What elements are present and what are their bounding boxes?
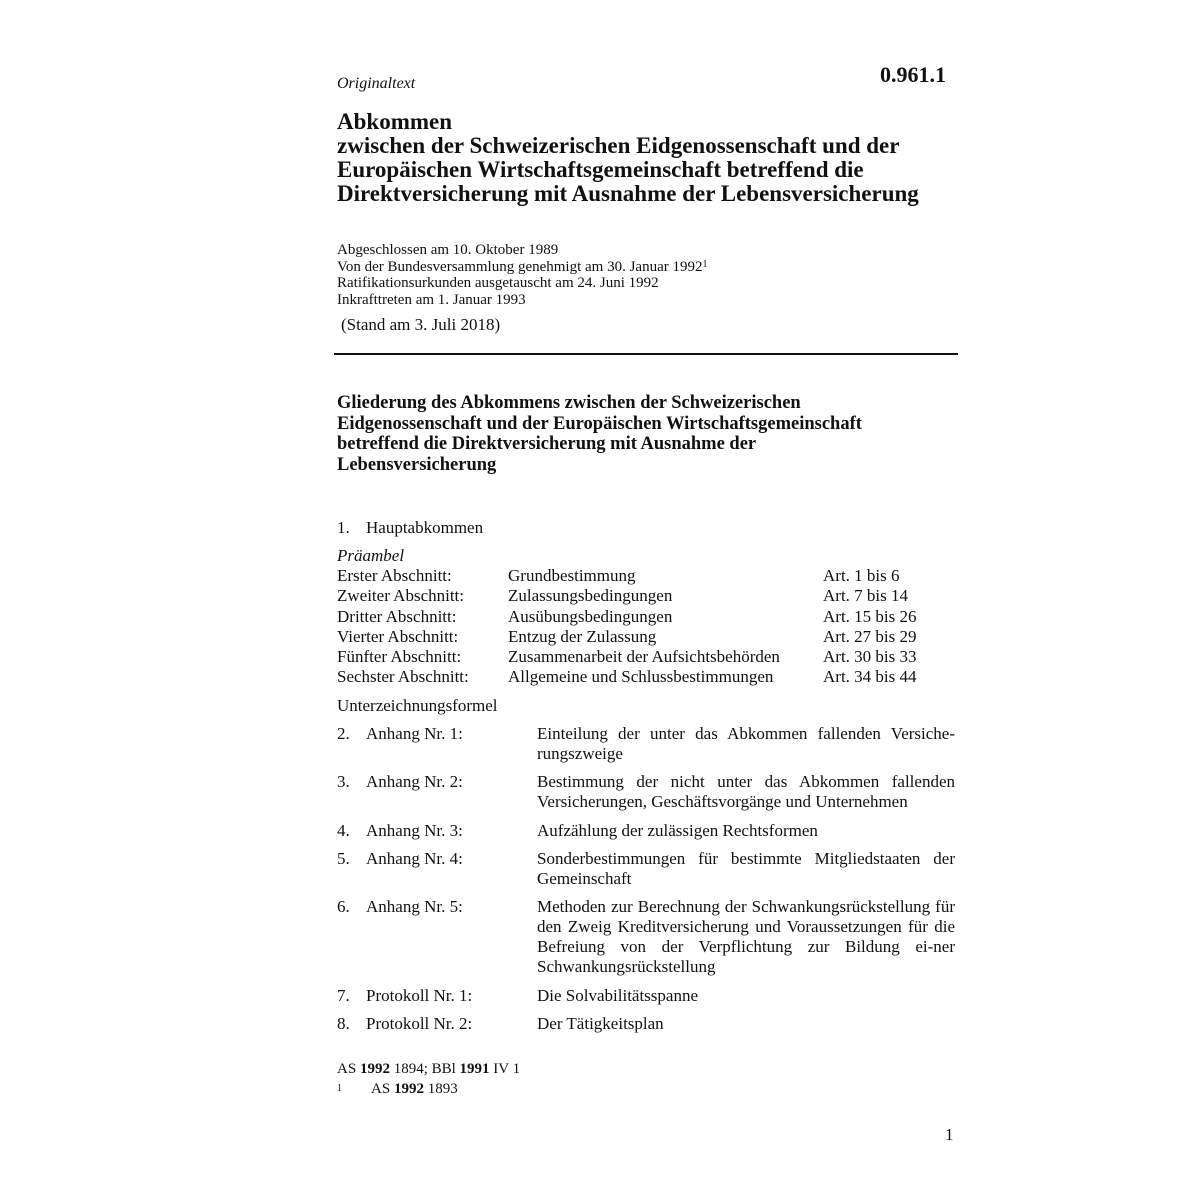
toc-heading-line: Gliederung des Abkommens zwischen der Schweizerischen xyxy=(337,393,801,413)
annex-description: Sonderbestimmungen für bestimmte Mitgliedstaaten der Gemeinschaft xyxy=(537,849,955,888)
item-number: 2. xyxy=(337,724,350,743)
annex-label: Protokoll Nr. 1: xyxy=(366,986,473,1005)
document-title xyxy=(337,110,977,206)
footnotes xyxy=(337,1059,520,1099)
toc-praeambel[interactable]: Präambel xyxy=(337,546,405,565)
section-title: Grundbestimmung xyxy=(508,566,636,585)
item-number: 1. xyxy=(337,518,350,537)
item-number: 6. xyxy=(337,897,350,916)
annex-description: Bestimmung der nicht unter das Abkommen fallenden Versicherungen, Geschäftsvorgänge und Unternehmen xyxy=(537,772,955,811)
section-label: Zweiter Abschnitt: xyxy=(337,586,465,606)
section-title: Zusammenarbeit der Aufsichtsbehörden xyxy=(508,647,780,667)
annex-label: Anhang Nr. 2: xyxy=(366,772,463,791)
item-number: 4. xyxy=(337,821,350,840)
originaltext-label: Originaltext xyxy=(337,75,416,92)
annex-description: Methoden zur Berechnung der Schwankungsrückstellung für den Zweig Kreditversicherung und Voraussetzungen für die Befreiung von der Verpflichtung zur Bildung ei-ner Schwankungsrückstellung xyxy=(537,897,955,976)
in-force-date: Inkrafttreten am 1. Januar 1993 xyxy=(337,291,526,308)
ratification-date: Ratifikationsurkunden ausgetauscht am 24. Juni 1992 xyxy=(337,275,659,291)
annex-label: Anhang Nr. 4: xyxy=(366,849,463,868)
toc-heading-line: Eidgenossenschaft und der Europäischen Wirtschaftsgemeinschaft xyxy=(337,413,862,434)
page-number: 1 xyxy=(945,1125,954,1144)
item-number: 8. xyxy=(337,1014,350,1033)
section-articles: Art. 34 bis 44 xyxy=(823,667,917,687)
toc-unterzeichnungsformel[interactable]: Unterzeichnungsformel xyxy=(337,696,498,715)
section-articles: Art. 15 bis 26 xyxy=(823,606,917,626)
horizontal-rule xyxy=(334,353,958,355)
toc-heading-line: Lebensversicherung xyxy=(337,454,497,475)
item-number: 3. xyxy=(337,772,350,791)
annex-description: Aufzählung der zulässigen Rechtsformen xyxy=(537,821,818,840)
footnote-mark: 1 xyxy=(337,1083,342,1094)
annex-label: Anhang Nr. 5: xyxy=(366,897,463,916)
section-label: Dritter Abschnitt: xyxy=(337,606,457,626)
section-title: Ausübungsbedingungen xyxy=(508,606,673,626)
section-title: Zulassungsbedingungen xyxy=(508,586,673,606)
section-articles: Art. 30 bis 33 xyxy=(823,647,917,667)
title-line: Europäischen Wirtschaftsgemeinschaft betreffend die xyxy=(337,157,864,182)
title-line: Abkommen xyxy=(337,109,453,134)
sr-number: 0.961.1 xyxy=(880,62,946,87)
section-articles: Art. 7 bis 14 xyxy=(823,586,908,606)
as-reference: AS 1992 1894; BBl 1991 IV 1 xyxy=(337,1061,521,1077)
annex-description: Einteilung der unter das Abkommen fallenden Versiche-rungszweige xyxy=(537,724,955,763)
concluded-date: Abgeschlossen am 10. Oktober 1989 xyxy=(337,242,559,258)
approval-date: Von der Bundesversammlung genehmigt am 30. Januar 1992$^1$ xyxy=(337,258,708,275)
toc-main-agreement[interactable] xyxy=(337,518,483,538)
stand-date: (Stand am 3. Juli 2018) xyxy=(341,315,501,334)
annex-label: Anhang Nr. 3: xyxy=(366,821,463,840)
toc-heading xyxy=(337,393,957,475)
section-label: Erster Abschnitt: xyxy=(337,566,452,585)
section-label: Sechster Abschnitt: xyxy=(337,667,469,687)
section-title: Allgemeine und Schlussbestimmungen xyxy=(508,667,774,687)
footnote-ref[interactable]: 1 xyxy=(702,258,708,270)
title-line: zwischen der Schweizerischen Eidgenossenschaft und der xyxy=(337,133,900,158)
enactment-metadata xyxy=(337,242,708,308)
section-label: Fünfter Abschnitt: xyxy=(337,647,462,667)
section-label: Vierter Abschnitt: xyxy=(337,626,459,646)
annex-label: Protokoll Nr. 2: xyxy=(366,1014,473,1033)
title-line: Direktversicherung mit Ausnahme der Lebensversicherung xyxy=(337,181,919,206)
annex-description: Die Solvabilitätsspanne xyxy=(537,986,699,1005)
section-articles: Art. 1 bis 6 xyxy=(823,566,900,585)
item-label: Hauptabkommen xyxy=(366,518,484,537)
item-number: 7. xyxy=(337,986,350,1005)
section-articles: Art. 27 bis 29 xyxy=(823,626,917,646)
footnote-1: 1 AS 1992 1893 xyxy=(337,1081,458,1097)
item-number: 5. xyxy=(337,849,350,868)
section-title: Entzug der Zulassung xyxy=(508,626,657,646)
annex-label: Anhang Nr. 1: xyxy=(366,724,463,743)
annex-description: Der Tätigkeitsplan xyxy=(537,1014,664,1033)
toc-heading-line: betreffend die Direktversicherung mit Ausnahme der xyxy=(337,434,757,454)
